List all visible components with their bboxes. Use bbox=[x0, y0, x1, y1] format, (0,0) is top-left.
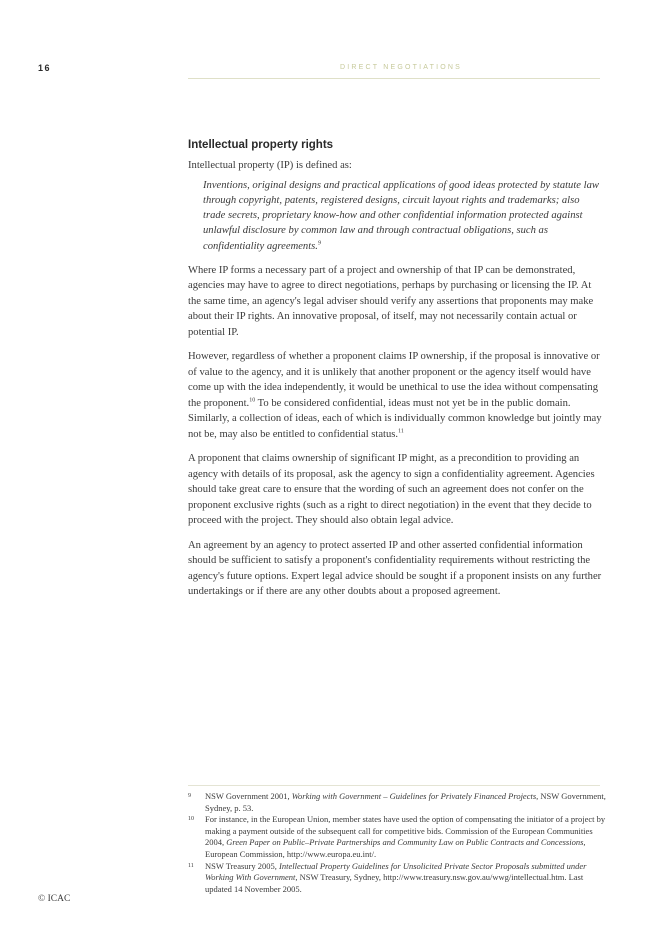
paragraph-3: A proponent that claims ownership of significant IP might, as a precondition to providing an agency with details of its proposal, ask the agency to sign a confidentiality agreement. Agencies should take great care to ensure that the wording of such an agreement does not confer on the proponent exclusive rights (such as a right to direct negotiation) in the event that they decide to proceed with the project. They should also obtain legal advice. bbox=[188, 453, 595, 527]
footnotes bbox=[188, 791, 608, 895]
footnote-number: 11 bbox=[188, 862, 194, 869]
section-heading: Intellectual property rights bbox=[188, 139, 334, 151]
paragraph-2-part-b: To be considered confidential, ideas must not yet be in the public domain. Similarly, a collection of ideas, each of which is individually common knowledge but jointly may not be, may also be entitled to confidential status. bbox=[188, 397, 602, 440]
footnote-ref-11[interactable]: 11 bbox=[398, 428, 404, 435]
footnote-text-pre: For instance, in the European Union, member states have used the option of compensating the initiator of a project by making a payment outside of the subsequent call for competitive bids. Commission of the European Communities 2004, bbox=[205, 814, 606, 848]
footnote-text-pre: NSW Treasury 2005, bbox=[205, 860, 279, 871]
copyright-notice: © ICAC bbox=[38, 894, 71, 904]
footnote-number: 10 bbox=[188, 816, 194, 823]
header-rule bbox=[188, 78, 600, 79]
footnote-11 bbox=[188, 861, 608, 896]
footnote-number: 9 bbox=[188, 793, 191, 799]
page-number: 16 bbox=[38, 63, 52, 73]
footnote-text-post[interactable]: , NSW Treasury, Sydney, http://www.treasury.nsw.gov.au/wwg/intellectual.htm. Last updated 14 November 2005. bbox=[205, 872, 584, 894]
ip-definition-quote bbox=[203, 178, 602, 254]
footnote-ref-10[interactable]: 10 bbox=[249, 397, 256, 404]
footnote-text-pre: NSW Government 2001, bbox=[205, 791, 292, 801]
ip-definition-text: Inventions, original designs and practical applications of good ideas protected by statute law through copyright, patents, registered designs, circuit layout rights and trademarks; also trade secrets, proprietary know-how and other confidential information protected against unlawful disclosure by common law and through contractual obligations, such as confidentiality agreements. bbox=[203, 179, 599, 252]
footnote-title: Intellectual Property Guidelines for Unsolicited Private Sector Proposals submitted under Working With Government bbox=[205, 860, 587, 883]
footnote-ref-9[interactable]: 9 bbox=[317, 240, 321, 247]
footnote-text-post[interactable]: , European Commission, http://www.europa.eu.int/. bbox=[205, 837, 586, 859]
footnote-text-post: , NSW Government, Sydney, p. 53. bbox=[205, 791, 606, 813]
paragraph-2-part-a: However, regardless of whether a proponent claims IP ownership, if the proposal is innovative or of value to the agency, and it is unlikely that another proponent or the agency itself would have come up with the idea independently, it would be unethical to use the idea without compensating the proponent. bbox=[188, 351, 600, 409]
main-content bbox=[188, 139, 602, 609]
running-header: DIRECT NEGOTIATIONS bbox=[340, 64, 463, 71]
footnote-text bbox=[205, 814, 608, 860]
footnote-title: Green Paper on Public–Private Partnerships and Community Law on Public Contracts and Concessions bbox=[226, 837, 584, 848]
paragraph-1: Where IP forms a necessary part of a project and ownership of that IP can be demonstrated, agencies may have to agree to direct negotiations, perhaps by purchasing or licensing the IP. At the same time, an agency's legal adviser should verify any assertions that proponents may make about their IP rights. An innovative proposal, of itself, may not necessarily contain actual or potential IP. bbox=[188, 264, 594, 338]
footnote-text bbox=[205, 791, 608, 814]
footnote-10 bbox=[188, 814, 608, 860]
intro-paragraph: Intellectual property (IP) is defined as: bbox=[188, 160, 352, 171]
footnote-title: Working with Government – Guidelines for Privately Financed Projects bbox=[291, 791, 537, 801]
paragraph-4: An agreement by an agency to protect asserted IP and other asserted confidential information should be sufficient to satisfy a proponent's confidentiality requirements without restricting the agency's future options. Expert legal advice should be sought if a proponent insists on any further undertakings or if there are any other doubts about a proposed agreement. bbox=[188, 539, 602, 598]
footnote-9 bbox=[188, 791, 608, 814]
paragraph-2 bbox=[188, 349, 602, 442]
footnote-text bbox=[205, 861, 608, 896]
footnote-rule bbox=[188, 785, 600, 786]
